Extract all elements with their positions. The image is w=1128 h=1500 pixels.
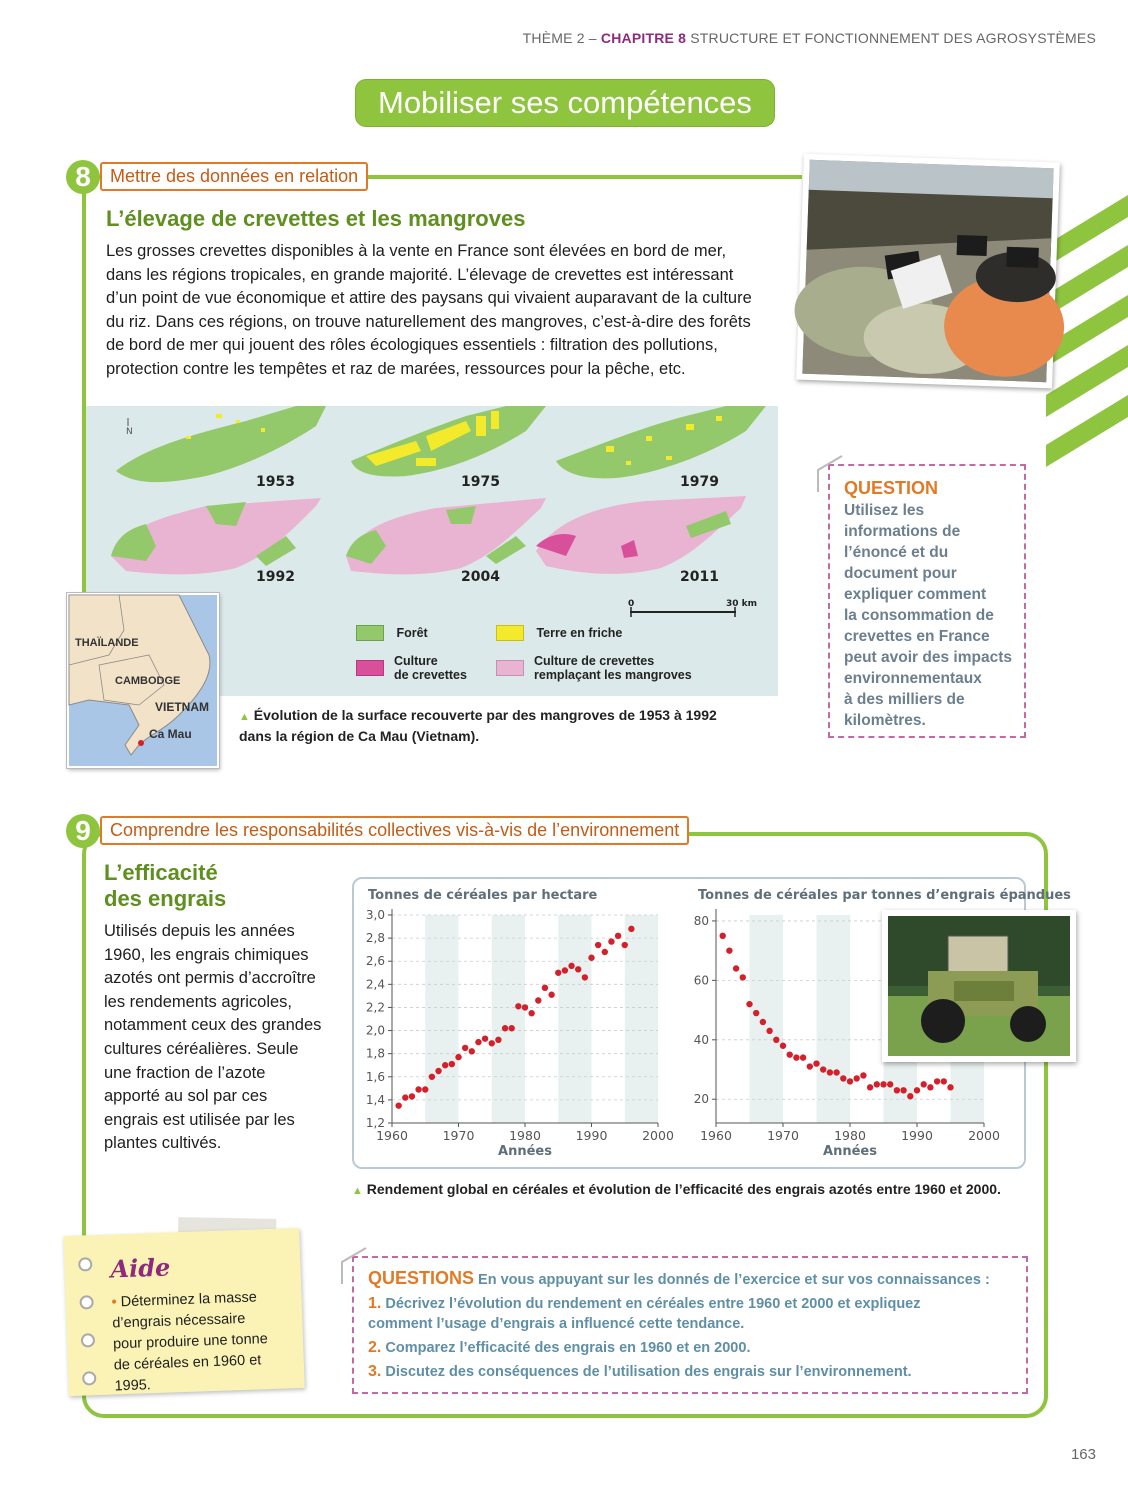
data-point	[941, 1078, 947, 1084]
chart-band	[492, 915, 525, 1123]
data-point	[528, 1010, 534, 1016]
question-line: la consommation de	[844, 607, 994, 624]
questions-intro: En vous appuyant sur les donnés de l’exercice et sur vos connaissances :	[478, 1272, 990, 1288]
chart-band	[625, 915, 658, 1123]
data-point	[409, 1093, 415, 1099]
data-point	[495, 1037, 501, 1043]
question-line: peut avoir des impacts	[844, 649, 1012, 666]
data-point	[415, 1086, 421, 1092]
exercise8-number: 8	[66, 160, 100, 194]
question-line: à des milliers de	[844, 691, 965, 708]
year-label: 2011	[680, 569, 719, 585]
year-label: 2004	[461, 569, 500, 585]
data-point	[907, 1093, 913, 1099]
question-line: Utilisez les	[844, 502, 925, 519]
data-point	[435, 1068, 441, 1074]
x-tick-label: 1990	[901, 1128, 933, 1143]
data-point	[867, 1084, 873, 1090]
data-point	[827, 1069, 833, 1075]
legend-shrimp-label-2: de crevettes	[394, 668, 467, 682]
data-point	[766, 1028, 772, 1034]
data-point	[847, 1078, 853, 1084]
map-caption-line-2: dans la région de Ca Mau (Vietnam).	[239, 728, 480, 744]
y-tick-label: 2,8	[365, 931, 385, 946]
exercise9-number: 9	[66, 814, 100, 848]
data-point	[422, 1086, 428, 1092]
data-point	[880, 1081, 886, 1087]
x-tick-label: 1980	[834, 1128, 866, 1143]
x-tick-label: 1980	[509, 1128, 541, 1143]
ring-icon	[79, 1295, 93, 1309]
data-point	[813, 1060, 819, 1066]
data-point	[562, 967, 568, 973]
data-point	[820, 1066, 826, 1072]
data-point	[482, 1035, 488, 1041]
body-line: protection contre les tempêtes et raz de marées, ressources pour la pêche, etc.	[106, 359, 686, 378]
data-point	[800, 1054, 806, 1060]
exercise9-title-line-1: L’efficacité	[104, 860, 218, 885]
body-line: azotés ont permis d’accroître	[104, 969, 316, 988]
x-tick-label: 1960	[376, 1128, 408, 1143]
data-point	[522, 1004, 528, 1010]
questions-list	[368, 1294, 1023, 1382]
exercise9-title	[104, 860, 226, 912]
ring-icon	[78, 1257, 92, 1271]
data-point	[442, 1062, 448, 1068]
year-label: 1979	[680, 474, 719, 490]
y-tick-label: 3,0	[365, 908, 385, 922]
data-point	[840, 1075, 846, 1081]
chart-band	[750, 915, 784, 1123]
chart-band	[425, 915, 458, 1123]
data-point	[502, 1025, 508, 1031]
data-point	[894, 1087, 900, 1093]
chart-caption-text: Rendement global en céréales et évolution de l’efficacité des engrais azotés entre 1960 et 2000.	[366, 1181, 1001, 1197]
aide-line: d’engrais nécessaire	[112, 1310, 246, 1332]
data-point	[793, 1054, 799, 1060]
data-point	[489, 1040, 495, 1046]
data-point	[773, 1037, 779, 1043]
questions-header	[368, 1268, 1023, 1289]
question-box	[828, 464, 1026, 738]
data-point	[402, 1094, 408, 1100]
data-point	[462, 1045, 468, 1051]
data-point	[395, 1102, 401, 1108]
x-axis-label: Années	[498, 1144, 552, 1159]
data-point	[582, 974, 588, 980]
body-line: 1960, les engrais chimiques	[104, 945, 309, 964]
data-point	[854, 1075, 860, 1081]
question-line: environnementaux	[844, 670, 982, 687]
data-point	[746, 1001, 752, 1007]
question-line: kilomètres.	[844, 712, 926, 729]
data-point	[568, 963, 574, 969]
body-line: cultures céréalières. Seule	[104, 1039, 299, 1058]
ring-icon	[81, 1333, 95, 1347]
chart-caption	[352, 1180, 1042, 1201]
question-text: Discutez des conséquences de l’utilisation des engrais sur l’environnement.	[385, 1364, 912, 1380]
data-point	[753, 1010, 759, 1016]
data-point	[860, 1072, 866, 1078]
data-point	[947, 1084, 953, 1090]
question-text: Décrivez l’évolution du rendement en céréales entre 1960 et 2000 et expliquez	[385, 1296, 921, 1312]
body-line: apporté au sol par ces	[104, 1087, 268, 1106]
aide-bullet: •	[111, 1294, 117, 1311]
data-point	[921, 1081, 927, 1087]
data-point	[608, 938, 614, 944]
year-label: 1953	[256, 474, 295, 490]
data-point	[595, 942, 601, 948]
chart-title: Tonnes de céréales par tonnes d’engrais épandues	[698, 888, 1071, 903]
question-item	[368, 1362, 1023, 1382]
data-point	[588, 955, 594, 961]
data-point	[760, 1019, 766, 1025]
data-point	[934, 1078, 940, 1084]
inset-camau: Ca Mau	[149, 727, 192, 741]
data-point	[726, 947, 732, 953]
legend-fallow	[496, 624, 696, 642]
running-header	[0, 30, 1096, 46]
seafood-market-photo	[796, 154, 1060, 389]
data-point	[833, 1069, 839, 1075]
exercise8-title: L’élevage de crevettes et les mangroves	[106, 206, 526, 231]
question-line: informations de	[844, 523, 961, 540]
question-text	[844, 500, 1024, 731]
north-arrow: N	[126, 427, 133, 437]
question-text: comment l’usage d’engrais a influencé cette tendance.	[368, 1316, 745, 1332]
header-chapter: CHAPITRE 8	[600, 30, 687, 46]
questions-corner-icon	[338, 1244, 384, 1290]
y-tick-label: 60	[693, 973, 709, 988]
aide-text	[111, 1286, 301, 1397]
y-tick-label: 2,0	[365, 1023, 385, 1038]
header-chapter-title: STRUCTURE ET FONCTIONNEMENT DES AGROSYSTÈMES	[690, 30, 1096, 46]
data-point	[887, 1081, 893, 1087]
y-tick-label: 1,2	[365, 1116, 385, 1130]
y-tick-label: 2,6	[365, 954, 385, 969]
data-point	[733, 965, 739, 971]
question-item	[368, 1338, 1023, 1358]
body-line: dans les régions tropicales, en grande majorité. L’élevage de crevettes est intéressant	[106, 265, 734, 284]
data-point	[542, 985, 548, 991]
exercise9-body	[104, 920, 344, 1156]
data-point	[787, 1051, 793, 1057]
question-line: expliquer comment	[844, 586, 987, 603]
legend-forest	[356, 624, 496, 642]
legend-forest-label: Forêt	[396, 625, 428, 640]
inset-thailand: THAÏLANDE	[75, 637, 139, 649]
data-point	[900, 1087, 906, 1093]
scale-end: 30 km	[726, 599, 758, 609]
question-line: l’énoncé et du	[844, 544, 949, 561]
data-point	[602, 949, 608, 955]
data-point	[807, 1063, 813, 1069]
seafood-market-image	[802, 160, 1053, 382]
chart-yield-per-hectare	[352, 877, 682, 1169]
aide-line: pour produire une tonne	[112, 1331, 269, 1353]
question-text: Comparez l’efficacité des engrais en 1960 et en 2000.	[385, 1340, 751, 1356]
exercise8-tag: Mettre des données en relation	[100, 162, 368, 191]
map-caption-line-1: Évolution de la surface recouverte par des mangroves de 1953 à 1992	[253, 707, 717, 723]
data-point	[455, 1054, 461, 1060]
legend-fallow-label: Terre en friche	[536, 625, 623, 640]
y-tick-label: 20	[693, 1092, 709, 1107]
data-point	[575, 966, 581, 972]
data-point	[429, 1074, 435, 1080]
y-tick-label: 1,6	[365, 1069, 385, 1084]
body-line: notamment ceux des grandes	[104, 1016, 322, 1035]
x-tick-label: 1990	[575, 1128, 608, 1143]
x-tick-label: 1960	[700, 1128, 732, 1143]
y-tick-label: 80	[693, 913, 709, 928]
body-line: plantes cultivés.	[104, 1134, 222, 1153]
question-number: 3.	[368, 1363, 382, 1380]
y-tick-label: 1,8	[365, 1046, 385, 1061]
ring-icon	[82, 1371, 96, 1385]
question-number: 2.	[368, 1339, 382, 1356]
chart-band	[817, 915, 851, 1123]
exercise9-title-line-2: des engrais	[104, 886, 227, 911]
legend-shrimp-label-1: Culture	[394, 654, 438, 668]
body-line: les rendements agricoles,	[104, 992, 293, 1011]
data-point	[628, 926, 634, 932]
map-caption	[239, 706, 779, 746]
page-number: 163	[1070, 1446, 1096, 1463]
question-number: 1.	[368, 1295, 382, 1312]
inset-cambodia: CAMBODGE	[115, 675, 181, 687]
aide-line: Déterminez la masse	[120, 1289, 258, 1311]
data-point	[555, 970, 561, 976]
scale-start: 0	[628, 599, 635, 609]
data-point	[720, 933, 726, 939]
data-point	[515, 1003, 521, 1009]
y-tick-label: 2,4	[365, 977, 385, 992]
data-point	[927, 1084, 933, 1090]
aide-note	[63, 1228, 304, 1396]
data-point	[509, 1025, 515, 1031]
x-tick-label: 2000	[968, 1128, 1000, 1143]
inset-map	[67, 593, 219, 768]
legend-replace-label-2: remplaçant les mangroves	[534, 668, 692, 682]
body-line: Utilisés depuis les années	[104, 922, 295, 940]
exercise9-tag: Comprendre les responsabilités collectives vis-à-vis de l’environnement	[100, 816, 689, 845]
aide-line: de céréales en 1960 et 1995.	[113, 1352, 262, 1395]
data-point	[548, 992, 554, 998]
y-tick-label: 2,2	[365, 1000, 385, 1015]
data-point	[469, 1048, 475, 1054]
data-point	[780, 1043, 786, 1049]
body-line: d’un point de vue économique et attire des paysans qui vivaient auparavant de la culture	[106, 289, 752, 308]
body-line: Les grosses crevettes disponibles à la vente en France sont élevées en bord de mer,	[106, 242, 727, 260]
legend-replace-label-1: Culture de crevettes	[534, 654, 655, 668]
question-item	[368, 1294, 1023, 1314]
body-line: engrais est utilisée par les	[104, 1110, 295, 1129]
data-point	[622, 942, 628, 948]
tractor-photo	[882, 910, 1076, 1062]
body-line: de bord de mer qui jouent des rôles écologiques essentiels : filtration des pollutions,	[106, 336, 718, 355]
data-point	[874, 1081, 880, 1087]
question-line: crevettes en France	[844, 628, 990, 645]
body-line: une fraction de l’azote	[104, 1063, 266, 1082]
caption-triangle-icon: ▲	[352, 1185, 363, 1197]
x-axis-label: Années	[823, 1144, 877, 1159]
questions-box	[352, 1256, 1028, 1394]
x-tick-label: 2000	[642, 1128, 674, 1143]
y-tick-label: 1,4	[365, 1092, 385, 1107]
body-line: du riz. Dans ces régions, on trouve naturellement des mangroves, c’est-à-dire des forêts	[106, 312, 751, 331]
data-point	[475, 1039, 481, 1045]
question-corner-icon	[814, 452, 860, 498]
y-tick-label: 40	[693, 1032, 709, 1047]
data-point	[615, 933, 621, 939]
aide-title: Aide	[109, 1252, 171, 1284]
data-point	[914, 1087, 920, 1093]
question-title: QUESTION	[844, 478, 939, 498]
x-tick-label: 1970	[767, 1128, 799, 1143]
chart-title: Tonnes de céréales par hectare	[368, 888, 598, 903]
questions-title: QUESTIONS	[368, 1268, 475, 1288]
inset-vietnam: VIETNAM	[155, 700, 209, 714]
header-theme: THÈME 2 –	[522, 30, 597, 46]
data-point	[740, 974, 746, 980]
tractor-image	[888, 916, 1070, 1056]
year-label: 1975	[461, 474, 500, 490]
caption-triangle-icon: ▲	[239, 711, 250, 723]
data-point	[449, 1061, 455, 1067]
chart-band	[558, 915, 591, 1123]
exercise8-body	[106, 240, 796, 382]
question-line: document pour	[844, 565, 957, 582]
x-tick-label: 1970	[442, 1128, 475, 1143]
data-point	[535, 997, 541, 1003]
page-title: Mobiliser ses compétences	[356, 80, 774, 126]
year-label: 1992	[256, 569, 295, 585]
